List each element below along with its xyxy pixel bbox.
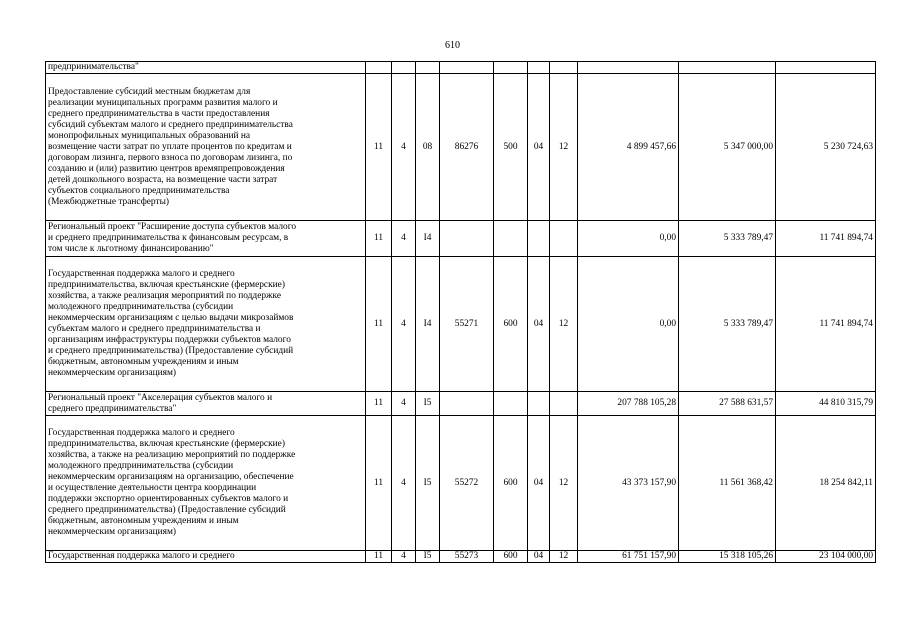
code-project: I4: [416, 257, 440, 392]
table-row: [46, 74, 876, 221]
amount-year-3: 11 741 894,74: [776, 221, 876, 257]
code-project: I5: [416, 551, 440, 563]
code-division: 04: [528, 74, 550, 221]
amount-year-3: 44 810 315,79: [776, 392, 876, 416]
code-division: [528, 392, 550, 416]
code-subprogram: 4: [392, 74, 416, 221]
amount-year-1: 0,00: [578, 221, 679, 257]
amount-year-1: 0,00: [578, 257, 679, 392]
code-subdivision: 12: [550, 257, 578, 392]
code-division: [528, 221, 550, 257]
code-section: 11: [366, 416, 392, 551]
code-project: I5: [416, 416, 440, 551]
code-subdivision: 12: [550, 416, 578, 551]
code-section: 11: [366, 74, 392, 221]
code-subdivision: 12: [550, 74, 578, 221]
code-expense-type: 600: [494, 257, 528, 392]
code-section: 11: [366, 257, 392, 392]
code-project: I5: [416, 392, 440, 416]
code-subprogram: 4: [392, 551, 416, 563]
code-division: 04: [528, 257, 550, 392]
table-row: [46, 221, 876, 257]
code-project: I4: [416, 221, 440, 257]
row-description: Государственная поддержка малого и среднего предпринимательства, включая крестьянские (фермерские) хозяйства, а также реализация мероприятий по поддержке молодежного предпринимательства (субсидии некоммерческим организациям с целью выдачи микрозаймов субъектам малого и среднего предпринимательства и организациям инфраструктуры поддержки субъектов малого и среднего предпринимательства) (Предоставление субсидий бюджетным, автономным учреждениям и иным некоммерческим организациям): [46, 257, 366, 392]
amount-year-3: [776, 62, 876, 74]
amount-year-2: 11 561 368,42: [679, 416, 776, 551]
amount-year-1: 207 788 105,28: [578, 392, 679, 416]
code-direction: 86276: [440, 74, 494, 221]
amount-year-3: 23 104 000,00: [776, 551, 876, 563]
amount-year-3: 11 741 894,74: [776, 257, 876, 392]
budget-table-body: [46, 62, 876, 563]
table-row: [46, 392, 876, 416]
table-row: [46, 62, 876, 74]
code-section: 11: [366, 551, 392, 563]
amount-year-2: 5 333 789,47: [679, 221, 776, 257]
code-subprogram: 4: [392, 392, 416, 416]
code-direction: [440, 392, 494, 416]
table-row: [46, 416, 876, 551]
budget-table: [45, 61, 876, 563]
code-section: 11: [366, 392, 392, 416]
code-subdivision: 12: [550, 551, 578, 563]
row-description: Предоставление субсидий местным бюджетам для реализации муниципальных программ развития малого и среднего предпринимательства в части предоставления субсидий субъектам малого и среднего предпринимательства монопрофильных муниципальных образований на возмещение части затрат по уплате процентов по кредитам и договорам лизинга, первого взноса по договорам лизинга, по созданию и (или) развитию центров времяпрепровождения детей дошкольного возраста, на возмещение части затрат субъектов социального предпринимательства (Межбюджетные трансферты): [46, 74, 366, 221]
amount-year-3: 5 230 724,63: [776, 74, 876, 221]
code-subprogram: [392, 62, 416, 74]
row-description: Региональный проект "Акселерация субъектов малого и среднего предпринимательства": [46, 392, 366, 416]
code-expense-type: 600: [494, 416, 528, 551]
amount-year-3: 18 254 842,11: [776, 416, 876, 551]
code-division: 04: [528, 416, 550, 551]
code-project: [416, 62, 440, 74]
code-direction: 55273: [440, 551, 494, 563]
row-description: Государственная поддержка малого и среднего предпринимательства, включая крестьянские (фермерские) хозяйства, а также на реализацию мероприятий по поддержке молодежного предпринимательства (субсидии некоммерческим организациям на организацию, обеспечение и осуществление деятельности центра координации поддержки экспортно ориентированных субъектов малого и среднего предпринимательства) (Предоставление субсидий бюджетным, автономным учреждениям и иным некоммерческим организациям): [46, 416, 366, 551]
code-expense-type: 600: [494, 551, 528, 563]
amount-year-1: 43 373 157,90: [578, 416, 679, 551]
row-description: Государственная поддержка малого и среднего: [46, 551, 366, 563]
page-number: 610: [445, 40, 460, 51]
code-direction: [440, 221, 494, 257]
code-subprogram: 4: [392, 221, 416, 257]
code-expense-type: [494, 62, 528, 74]
code-section: [366, 62, 392, 74]
row-description: Региональный проект "Расширение доступа субъектов малого и среднего предпринимательства к финансовым ресурсам, в том числе к льготному финансированию": [46, 221, 366, 257]
code-section: 11: [366, 221, 392, 257]
row-description: предпринимательства": [46, 62, 366, 74]
amount-year-2: 5 333 789,47: [679, 257, 776, 392]
amount-year-1: 4 899 457,66: [578, 74, 679, 221]
code-project: 08: [416, 74, 440, 221]
code-direction: 55271: [440, 257, 494, 392]
code-expense-type: 500: [494, 74, 528, 221]
amount-year-2: 5 347 000,00: [679, 74, 776, 221]
table-row: [46, 551, 876, 563]
amount-year-2: 15 318 105,26: [679, 551, 776, 563]
amount-year-1: [578, 62, 679, 74]
code-direction: 55272: [440, 416, 494, 551]
code-subdivision: [550, 392, 578, 416]
code-direction: [440, 62, 494, 74]
code-subprogram: 4: [392, 257, 416, 392]
code-division: 04: [528, 551, 550, 563]
code-expense-type: [494, 221, 528, 257]
amount-year-2: 27 588 631,57: [679, 392, 776, 416]
amount-year-1: 61 751 157,90: [578, 551, 679, 563]
code-subprogram: 4: [392, 416, 416, 551]
table-row: [46, 257, 876, 392]
code-division: [528, 62, 550, 74]
code-subdivision: [550, 62, 578, 74]
code-subdivision: [550, 221, 578, 257]
code-expense-type: [494, 392, 528, 416]
amount-year-2: [679, 62, 776, 74]
